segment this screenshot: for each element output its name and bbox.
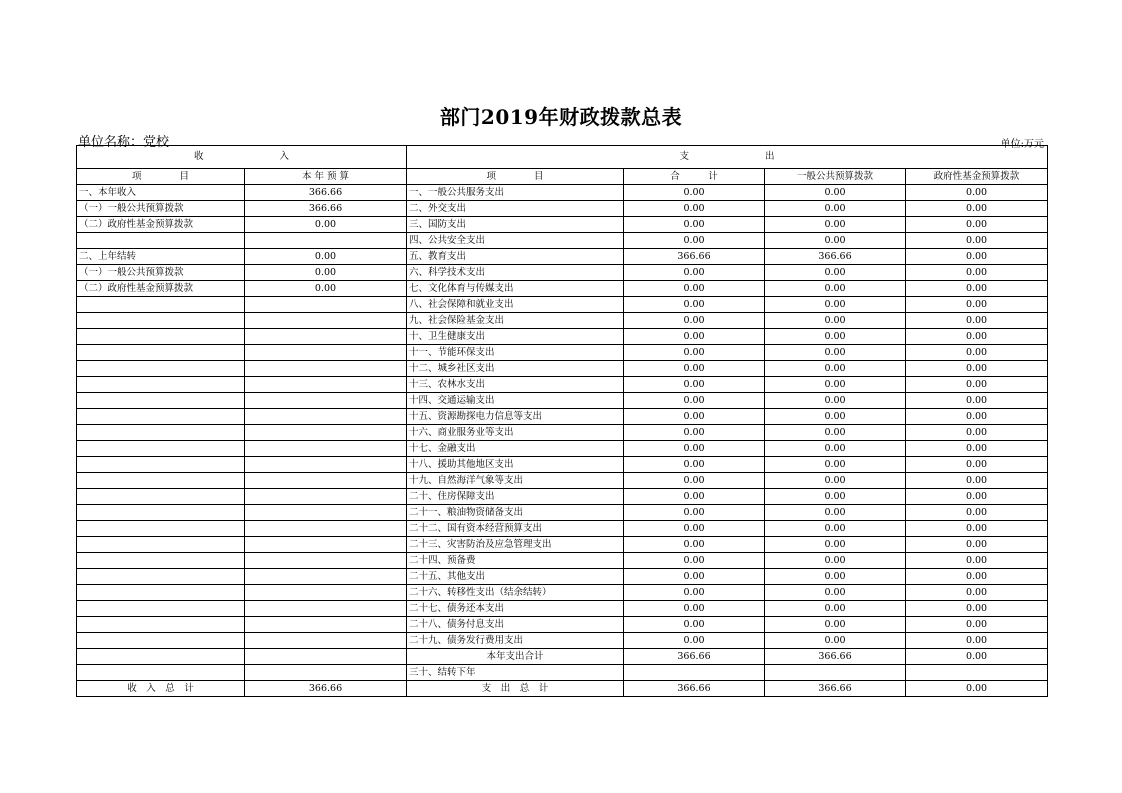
general-budget-cell: 0.00 xyxy=(765,633,906,649)
table-row xyxy=(77,649,1048,665)
general-budget-cell xyxy=(765,665,906,681)
income-item-cell xyxy=(77,665,245,681)
table-row xyxy=(77,569,1048,585)
income-item-cell xyxy=(77,617,245,633)
income-item-cell xyxy=(77,377,245,393)
expense-item-cell: 十二、城乡社区支出 xyxy=(407,361,624,377)
income-item-cell xyxy=(77,537,245,553)
income-budget-cell: 366.66 xyxy=(245,185,407,201)
expense-item-cell: 三十、结转下年 xyxy=(407,665,624,681)
expense-total-label: 支 出 总 计 xyxy=(407,681,624,697)
expense-total-cell: 0.00 xyxy=(624,281,765,297)
table-row xyxy=(77,393,1048,409)
general-budget-cell: 0.00 xyxy=(765,185,906,201)
expense-item-cell: 十三、农林水支出 xyxy=(407,377,624,393)
fund-budget-cell: 0.00 xyxy=(906,409,1048,425)
expense-total-cell: 0.00 xyxy=(624,473,765,489)
income-budget-cell: 0.00 xyxy=(245,281,407,297)
income-item-cell xyxy=(77,569,245,585)
income-budget-cell xyxy=(245,537,407,553)
total-header: 合 计 xyxy=(624,169,765,185)
table-row xyxy=(77,617,1048,633)
column-header-row xyxy=(77,169,1048,185)
general-budget-cell: 0.00 xyxy=(765,201,906,217)
income-item-cell xyxy=(77,361,245,377)
fund-budget-cell: 0.00 xyxy=(906,441,1048,457)
income-item-cell xyxy=(77,313,245,329)
table-row xyxy=(77,329,1048,345)
general-budget-header: 一般公共预算拨款 xyxy=(765,169,906,185)
expense-item-cell: 二十一、粮油物资储备支出 xyxy=(407,505,624,521)
expense-total-cell: 0.00 xyxy=(624,617,765,633)
expense-item-cell: 十、卫生健康支出 xyxy=(407,329,624,345)
general-budget-cell: 0.00 xyxy=(765,297,906,313)
general-budget-cell: 0.00 xyxy=(765,409,906,425)
income-total-value: 366.66 xyxy=(245,681,407,697)
general-budget-cell: 0.00 xyxy=(765,313,906,329)
fund-budget-cell: 0.00 xyxy=(906,425,1048,441)
general-budget-cell: 0.00 xyxy=(765,217,906,233)
general-budget-cell: 0.00 xyxy=(765,265,906,281)
income-budget-cell xyxy=(245,457,407,473)
income-budget-cell xyxy=(245,297,407,313)
expense-total-cell: 0.00 xyxy=(624,505,765,521)
fund-budget-cell: 0.00 xyxy=(906,601,1048,617)
fund-budget-cell: 0.00 xyxy=(906,649,1048,665)
fund-budget-cell: 0.00 xyxy=(906,537,1048,553)
expense-total-cell: 0.00 xyxy=(624,201,765,217)
general-budget-cell: 0.00 xyxy=(765,361,906,377)
expense-item-cell: 十五、资源勘探电力信息等支出 xyxy=(407,409,624,425)
income-item-cell xyxy=(77,393,245,409)
table-row xyxy=(77,233,1048,249)
expense-total-cell: 0.00 xyxy=(624,329,765,345)
expense-item-cell: 二十九、债务发行费用支出 xyxy=(407,633,624,649)
general-budget-cell: 0.00 xyxy=(765,537,906,553)
income-item-cell xyxy=(77,233,245,249)
fund-budget-cell: 0.00 xyxy=(906,361,1048,377)
expense-item-cell: 本年支出合计 xyxy=(407,649,624,665)
expense-total-value: 366.66 xyxy=(624,681,765,697)
fund-budget-cell: 0.00 xyxy=(906,569,1048,585)
general-budget-cell: 0.00 xyxy=(765,281,906,297)
expense-item-cell: 三、国防支出 xyxy=(407,217,624,233)
fund-budget-cell: 0.00 xyxy=(906,201,1048,217)
expense-total-cell: 366.66 xyxy=(624,249,765,265)
expense-item-cell: 二十四、预备费 xyxy=(407,553,624,569)
fund-budget-cell: 0.00 xyxy=(906,313,1048,329)
expense-total-cell: 0.00 xyxy=(624,393,765,409)
table-row xyxy=(77,361,1048,377)
expense-total-cell: 0.00 xyxy=(624,361,765,377)
fund-budget-cell: 0.00 xyxy=(906,233,1048,249)
table-row xyxy=(77,521,1048,537)
fund-budget-cell: 0.00 xyxy=(906,185,1048,201)
expense-total-cell: 0.00 xyxy=(624,441,765,457)
fund-budget-cell: 0.00 xyxy=(906,457,1048,473)
table-row xyxy=(77,633,1048,649)
income-item-cell xyxy=(77,441,245,457)
income-item-cell xyxy=(77,585,245,601)
table-row xyxy=(77,377,1048,393)
income-budget-cell xyxy=(245,345,407,361)
expense-item-cell: 十八、援助其他地区支出 xyxy=(407,457,624,473)
general-budget-cell: 0.00 xyxy=(765,489,906,505)
income-budget-cell xyxy=(245,393,407,409)
table-row xyxy=(77,601,1048,617)
expense-total-cell: 0.00 xyxy=(624,457,765,473)
income-item-cell: （二）政府性基金预算拨款 xyxy=(77,281,245,297)
expense-item-cell: 二、外交支出 xyxy=(407,201,624,217)
table-row xyxy=(77,665,1048,681)
income-budget-cell xyxy=(245,425,407,441)
income-item-cell xyxy=(77,329,245,345)
fund-budget-cell: 0.00 xyxy=(906,345,1048,361)
income-item-cell xyxy=(77,457,245,473)
table-row xyxy=(77,553,1048,569)
expense-item-cell: 二十二、国有资本经营预算支出 xyxy=(407,521,624,537)
general-budget-cell: 0.00 xyxy=(765,329,906,345)
expense-item-cell: 十九、自然海洋气象等支出 xyxy=(407,473,624,489)
fund-budget-cell: 0.00 xyxy=(906,521,1048,537)
income-budget-cell xyxy=(245,473,407,489)
general-budget-cell: 0.00 xyxy=(765,441,906,457)
expense-total-cell: 0.00 xyxy=(624,313,765,329)
income-budget-cell xyxy=(245,329,407,345)
table-row xyxy=(77,249,1048,265)
fund-budget-cell: 0.00 xyxy=(906,329,1048,345)
expense-item-cell: 二十、住房保障支出 xyxy=(407,489,624,505)
general-budget-cell: 0.00 xyxy=(765,553,906,569)
budget-header: 本 年 预 算 xyxy=(245,169,407,185)
general-budget-cell: 0.00 xyxy=(765,233,906,249)
table-row xyxy=(77,265,1048,281)
expense-item-cell: 十一、节能环保支出 xyxy=(407,345,624,361)
general-budget-cell: 0.00 xyxy=(765,521,906,537)
income-budget-cell xyxy=(245,601,407,617)
table-row xyxy=(77,425,1048,441)
table-row xyxy=(77,297,1048,313)
expense-total-cell: 0.00 xyxy=(624,521,765,537)
income-budget-cell xyxy=(245,409,407,425)
expense-item-cell: 六、科学技术支出 xyxy=(407,265,624,281)
income-budget-cell xyxy=(245,617,407,633)
expense-item-cell: 二十六、转移性支出（结余结转） xyxy=(407,585,624,601)
expense-total-cell: 0.00 xyxy=(624,425,765,441)
income-budget-cell xyxy=(245,233,407,249)
general-budget-cell: 0.00 xyxy=(765,505,906,521)
income-budget-cell xyxy=(245,377,407,393)
fund-budget-cell: 0.00 xyxy=(906,393,1048,409)
income-item-cell: （一）一般公共预算拨款 xyxy=(77,265,245,281)
totals-row xyxy=(77,681,1048,697)
expense-total-cell: 0.00 xyxy=(624,297,765,313)
table-row xyxy=(77,409,1048,425)
expense-total-cell: 366.66 xyxy=(624,649,765,665)
fund-budget-cell: 0.00 xyxy=(906,377,1048,393)
general-total-value: 366.66 xyxy=(765,681,906,697)
table-row xyxy=(77,537,1048,553)
income-budget-cell: 0.00 xyxy=(245,265,407,281)
section-header-row xyxy=(77,146,1048,169)
income-item-cell: 一、本年收入 xyxy=(77,185,245,201)
general-budget-cell: 366.66 xyxy=(765,249,906,265)
income-item-header: 项 目 xyxy=(77,169,245,185)
general-budget-cell: 0.00 xyxy=(765,585,906,601)
income-budget-cell: 366.66 xyxy=(245,201,407,217)
expense-item-cell: 二十五、其他支出 xyxy=(407,569,624,585)
expense-total-cell xyxy=(624,665,765,681)
fund-budget-cell: 0.00 xyxy=(906,585,1048,601)
income-budget-cell xyxy=(245,633,407,649)
income-item-cell xyxy=(77,649,245,665)
income-item-cell: （一）一般公共预算拨款 xyxy=(77,201,245,217)
income-budget-cell xyxy=(245,505,407,521)
expense-item-cell: 二十三、灾害防治及应急管理支出 xyxy=(407,537,624,553)
table-row xyxy=(77,345,1048,361)
income-item-cell xyxy=(77,505,245,521)
expense-total-cell: 0.00 xyxy=(624,537,765,553)
general-budget-cell: 0.00 xyxy=(765,617,906,633)
income-item-cell xyxy=(77,521,245,537)
expense-item-cell: 五、教育支出 xyxy=(407,249,624,265)
fund-budget-cell: 0.00 xyxy=(906,633,1048,649)
expense-item-cell: 九、社会保险基金支出 xyxy=(407,313,624,329)
table-row xyxy=(77,217,1048,233)
unit-name: 单位名称：党校 xyxy=(78,135,170,150)
expense-total-cell: 0.00 xyxy=(624,265,765,281)
expense-total-cell: 0.00 xyxy=(624,553,765,569)
expense-item-cell: 十七、金融支出 xyxy=(407,441,624,457)
expense-total-cell: 0.00 xyxy=(624,409,765,425)
income-budget-cell xyxy=(245,489,407,505)
expense-total-cell: 0.00 xyxy=(624,585,765,601)
table-row xyxy=(77,201,1048,217)
table-row xyxy=(77,185,1048,201)
table-row xyxy=(77,441,1048,457)
general-budget-cell: 0.00 xyxy=(765,377,906,393)
general-budget-cell: 0.00 xyxy=(765,393,906,409)
fund-budget-cell: 0.00 xyxy=(906,489,1048,505)
income-item-cell xyxy=(77,409,245,425)
table-row xyxy=(77,313,1048,329)
income-budget-cell xyxy=(245,553,407,569)
fund-budget-cell: 0.00 xyxy=(906,217,1048,233)
general-budget-cell: 0.00 xyxy=(765,425,906,441)
income-budget-cell xyxy=(245,441,407,457)
expense-item-cell: 一、一般公共服务支出 xyxy=(407,185,624,201)
table-row xyxy=(77,457,1048,473)
expense-total-cell: 0.00 xyxy=(624,489,765,505)
income-item-cell xyxy=(77,601,245,617)
income-item-cell xyxy=(77,553,245,569)
income-budget-cell xyxy=(245,521,407,537)
income-budget-cell xyxy=(245,361,407,377)
income-item-cell xyxy=(77,489,245,505)
income-item-cell xyxy=(77,297,245,313)
fund-budget-cell: 0.00 xyxy=(906,281,1048,297)
expense-total-cell: 0.00 xyxy=(624,377,765,393)
fund-budget-header: 政府性基金预算拨款 xyxy=(906,169,1048,185)
fund-budget-cell: 0.00 xyxy=(906,505,1048,521)
expense-item-cell: 八、社会保障和就业支出 xyxy=(407,297,624,313)
table-row xyxy=(77,585,1048,601)
general-budget-cell: 0.00 xyxy=(765,345,906,361)
fund-total-value: 0.00 xyxy=(906,681,1048,697)
income-budget-cell xyxy=(245,569,407,585)
income-budget-cell xyxy=(245,649,407,665)
expense-header: 支 出 xyxy=(407,146,1048,169)
income-budget-cell: 0.00 xyxy=(245,217,407,233)
expense-item-cell: 四、公共安全支出 xyxy=(407,233,624,249)
expense-item-cell: 二十八、债务付息支出 xyxy=(407,617,624,633)
table-row xyxy=(77,281,1048,297)
income-header: 收 入 xyxy=(77,146,407,169)
fund-budget-cell: 0.00 xyxy=(906,617,1048,633)
income-item-cell xyxy=(77,473,245,489)
unit-label: 单位:万元 xyxy=(1000,139,1044,150)
expense-item-header: 项 目 xyxy=(407,169,624,185)
budget-table xyxy=(76,145,1048,697)
fund-budget-cell: 0.00 xyxy=(906,265,1048,281)
expense-total-cell: 0.00 xyxy=(624,569,765,585)
income-budget-cell xyxy=(245,313,407,329)
general-budget-cell: 0.00 xyxy=(765,569,906,585)
general-budget-cell: 0.00 xyxy=(765,457,906,473)
expense-total-cell: 0.00 xyxy=(624,633,765,649)
general-budget-cell: 366.66 xyxy=(765,649,906,665)
expense-item-cell: 二十七、债务还本支出 xyxy=(407,601,624,617)
income-item-cell xyxy=(77,345,245,361)
income-item-cell: （二）政府性基金预算拨款 xyxy=(77,217,245,233)
general-budget-cell: 0.00 xyxy=(765,473,906,489)
fund-budget-cell xyxy=(906,665,1048,681)
income-budget-cell xyxy=(245,665,407,681)
income-budget-cell: 0.00 xyxy=(245,249,407,265)
fund-budget-cell: 0.00 xyxy=(906,473,1048,489)
expense-item-cell: 七、文化体育与传媒支出 xyxy=(407,281,624,297)
expense-total-cell: 0.00 xyxy=(624,345,765,361)
expense-total-cell: 0.00 xyxy=(624,233,765,249)
table-row xyxy=(77,489,1048,505)
income-budget-cell xyxy=(245,585,407,601)
income-item-cell xyxy=(77,425,245,441)
table-row xyxy=(77,473,1048,489)
income-total-label: 收 入 总 计 xyxy=(77,681,245,697)
expense-total-cell: 0.00 xyxy=(624,185,765,201)
fund-budget-cell: 0.00 xyxy=(906,297,1048,313)
expense-item-cell: 十四、交通运输支出 xyxy=(407,393,624,409)
income-item-cell xyxy=(77,633,245,649)
expense-total-cell: 0.00 xyxy=(624,601,765,617)
income-item-cell: 二、上年结转 xyxy=(77,249,245,265)
general-budget-cell: 0.00 xyxy=(765,601,906,617)
fund-budget-cell: 0.00 xyxy=(906,553,1048,569)
table-row xyxy=(77,505,1048,521)
expense-total-cell: 0.00 xyxy=(624,217,765,233)
expense-item-cell: 十六、商业服务业等支出 xyxy=(407,425,624,441)
page-title: 部门2019年财政拨款总表 xyxy=(439,105,683,129)
fund-budget-cell: 0.00 xyxy=(906,249,1048,265)
